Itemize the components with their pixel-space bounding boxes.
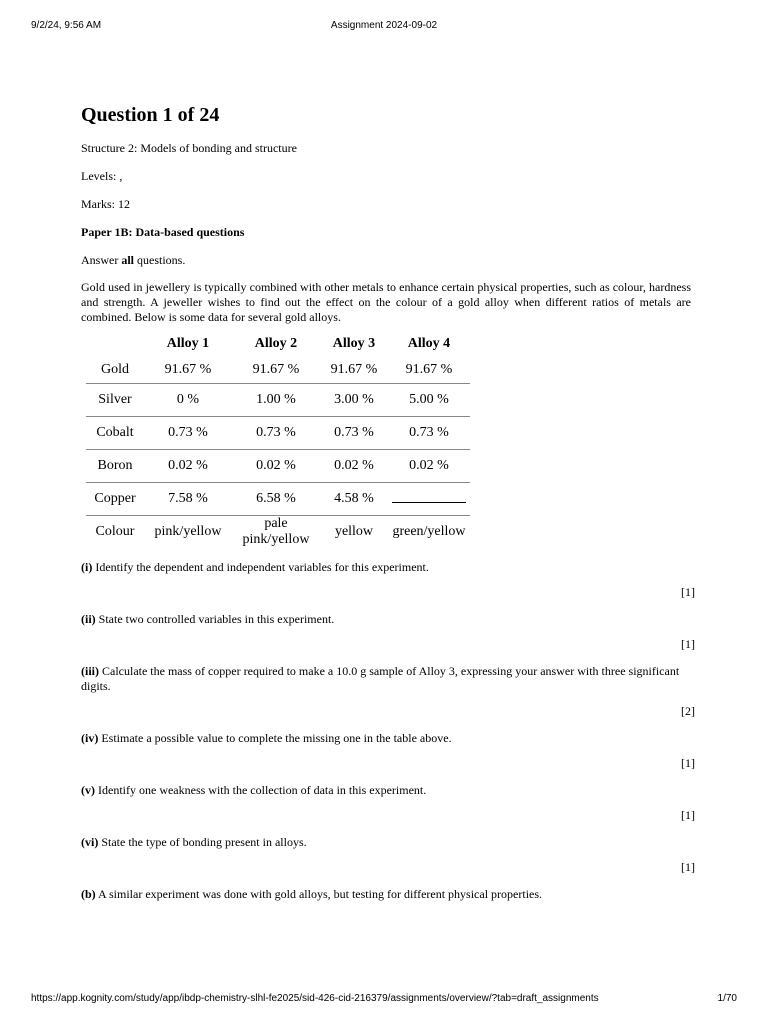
table-cell: pale pink/yellow	[242, 516, 310, 547]
part-i	[81, 560, 691, 575]
part-iii	[81, 664, 691, 694]
part-mark: [2]	[681, 704, 695, 718]
table-cell: Cobalt	[86, 417, 144, 450]
table-cell: 0.73 %	[320, 417, 388, 450]
part-iv	[81, 731, 691, 746]
question-marks: Marks: 12	[81, 197, 130, 211]
table-header-cell: Alloy 4	[407, 336, 451, 351]
table-cell: Copper	[86, 483, 144, 516]
table-header-cell	[86, 331, 144, 357]
table-cell: 0.02 %	[144, 450, 232, 483]
table-header-cell: Alloy 1	[166, 336, 210, 351]
table-row	[86, 417, 470, 450]
print-title: Assignment 2024-09-02	[330, 20, 438, 31]
part-number: (b)	[81, 887, 96, 901]
print-url: https://app.kognity.com/study/app/ibdp-chemistry-slhl-fe2025/sid-426-cid-216379/assignments/overview/?tab=draft_assignments	[31, 993, 599, 1004]
part-number: (v)	[81, 783, 95, 797]
part-text: State two controlled variables in this experiment.	[95, 612, 335, 626]
table-cell: 4.58 %	[320, 483, 388, 516]
intro-paragraph: Gold used in jewellery is typically combined with other metals to enhance certain physical properties, such as colour, hardness and strength. A jeweller wishes to find out the effect on the colour of a gold alloy when different ratios of metals are combined. Below is some data for several gold alloys.	[81, 280, 691, 324]
table-row	[86, 516, 470, 549]
paper-heading: Paper 1B: Data-based questions	[81, 225, 245, 239]
part-number: (iii)	[81, 664, 99, 678]
table-cell: yellow	[334, 524, 374, 539]
table-row	[86, 384, 470, 417]
table-cell: 0.73 %	[388, 417, 470, 450]
instruction-post: questions.	[134, 253, 186, 267]
table-cell: green/yellow	[392, 524, 466, 539]
table-cell: 0 %	[144, 384, 232, 417]
question-topic: Structure 2: Models of bonding and structure	[81, 141, 297, 155]
table-cell: Boron	[86, 450, 144, 483]
table-cell: Silver	[86, 384, 144, 417]
instruction	[81, 253, 691, 268]
table-cell: 3.00 %	[320, 384, 388, 417]
table-cell: 6.58 %	[232, 483, 320, 516]
part-mark: [1]	[681, 585, 695, 599]
table-cell: 0.73 %	[232, 417, 320, 450]
table-cell: 91.67 %	[388, 357, 470, 384]
table-cell: 1.00 %	[232, 384, 320, 417]
table-row	[86, 483, 470, 516]
table-cell: 0.73 %	[144, 417, 232, 450]
table-cell: 0.02 %	[320, 450, 388, 483]
print-datetime: 9/2/24, 9:56 AM	[31, 20, 102, 31]
missing-value-blank	[388, 483, 470, 516]
table-cell: 0.02 %	[388, 450, 470, 483]
table-cell: 91.67 %	[144, 357, 232, 384]
table-cell: 0.02 %	[232, 450, 320, 483]
instruction-pre: Answer	[81, 253, 122, 267]
table-header-cell: Alloy 3	[332, 336, 376, 351]
table-cell: 5.00 %	[388, 384, 470, 417]
part-text: A similar experiment was done with gold alloys, but testing for different physical properties.	[95, 887, 543, 901]
table-row	[86, 357, 470, 384]
part-mark: [1]	[681, 637, 695, 651]
table-cell: 7.58 %	[144, 483, 232, 516]
table-cell: Colour	[95, 524, 135, 539]
table-cell: 91.67 %	[232, 357, 320, 384]
part-b	[81, 887, 691, 902]
table-cell: pink/yellow	[154, 524, 222, 539]
table-header-row	[86, 331, 470, 357]
instruction-emphasis: all	[121, 253, 134, 267]
part-number: (iv)	[81, 731, 99, 745]
question-content	[81, 104, 695, 902]
part-text: State the type of bonding present in alloys.	[98, 835, 307, 849]
part-mark: [1]	[681, 808, 695, 822]
part-number: (vi)	[81, 835, 99, 849]
question-title: Question 1 of 24	[81, 104, 220, 126]
table-row	[86, 450, 470, 483]
part-text: Calculate the mass of copper required to make a 10.0 g sample of Alloy 3, expressing your answer with three significant digits.	[81, 664, 680, 693]
page-number: 1/70	[717, 993, 737, 1004]
part-text: Identify one weakness with the collection of data in this experiment.	[95, 783, 427, 797]
part-mark: [1]	[681, 756, 695, 770]
table-cell: Gold	[86, 357, 144, 384]
answer-blank-line	[392, 490, 466, 503]
part-text: Estimate a possible value to complete the missing one in the table above.	[98, 731, 452, 745]
part-number: (i)	[81, 560, 93, 574]
part-number: (ii)	[81, 612, 96, 626]
part-text: Identify the dependent and independent variables for this experiment.	[92, 560, 429, 574]
part-v	[81, 783, 691, 798]
part-ii	[81, 612, 691, 627]
part-vi	[81, 835, 691, 850]
table-cell: 91.67 %	[320, 357, 388, 384]
alloy-table	[86, 331, 470, 548]
question-levels: Levels: ,	[81, 169, 123, 183]
part-mark: [1]	[681, 860, 695, 874]
table-header-cell: Alloy 2	[254, 336, 298, 351]
